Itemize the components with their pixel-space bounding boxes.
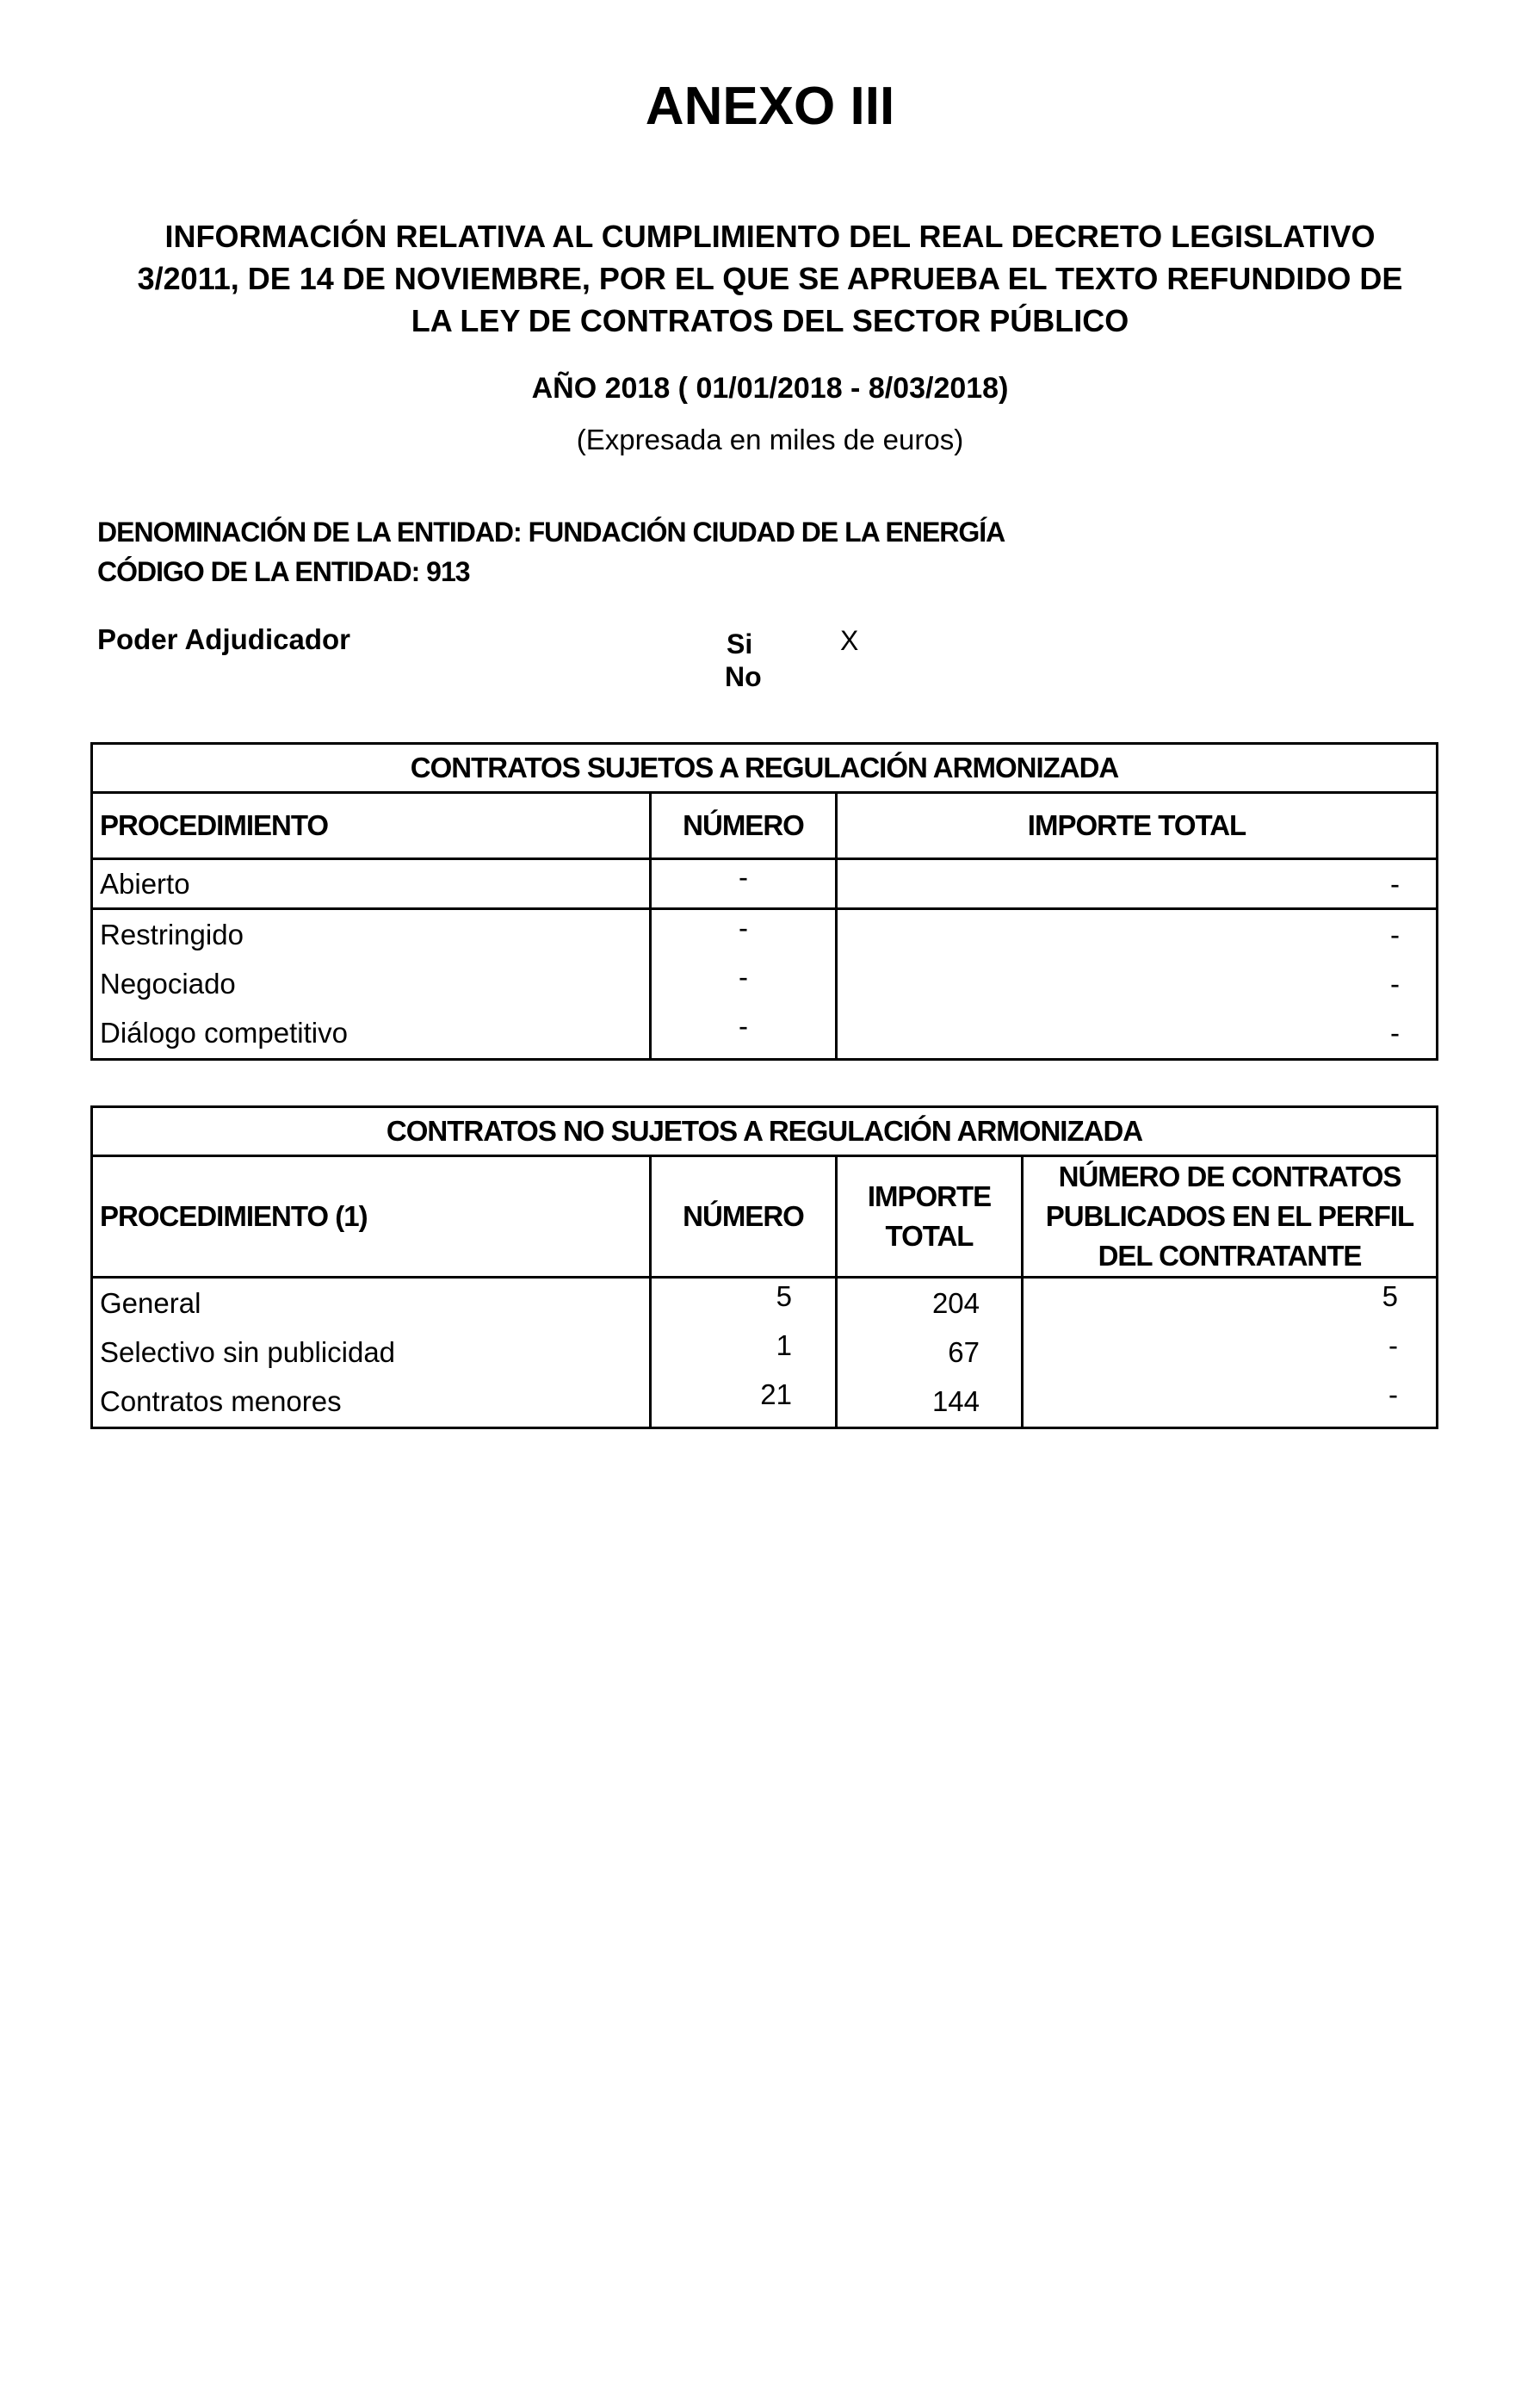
table-contratos-sujetos: [90, 742, 1438, 1061]
table-contratos-no-sujetos: [90, 1105, 1438, 1429]
cell-numero: 21: [760, 1378, 792, 1410]
cell-importe: -: [837, 909, 1438, 960]
table-row: [92, 909, 1438, 960]
cell-importe: -: [837, 1008, 1438, 1060]
cell-publicados: 5: [1382, 1279, 1399, 1312]
header-procedimiento: PROCEDIMIENTO: [92, 793, 651, 859]
cell-procedimiento: General: [100, 1286, 201, 1319]
table-row: [92, 1008, 1438, 1060]
cell-importe: 204: [837, 1278, 1023, 1328]
cell-numero: -: [739, 911, 748, 944]
table-row: [92, 959, 1438, 1008]
cell-numero: -: [739, 860, 748, 893]
header-numero: NÚMERO: [651, 1156, 837, 1278]
document-title: ANEXO III: [645, 77, 895, 136]
table-row: [92, 1328, 1438, 1377]
table-title: CONTRATOS NO SUJETOS A REGULACIÓN ARMONIZADA: [92, 1107, 1438, 1156]
cell-procedimiento: Abierto: [92, 859, 651, 909]
table-row: [92, 1377, 1438, 1428]
heading-line-1: INFORMACIÓN RELATIVA AL CUMPLIMIENTO DEL REAL DECRETO LEGISLATIVO: [164, 219, 1376, 254]
currency-note: (Expresada en miles de euros): [576, 424, 964, 455]
cell-publicados: -: [1388, 1328, 1399, 1361]
cell-numero: 5: [776, 1279, 792, 1312]
cell-importe: -: [837, 959, 1438, 1008]
heading-line-2: 3/2011, DE 14 DE NOVIEMBRE, POR EL QUE SE APRUEBA EL TEXTO REFUNDIDO DE: [137, 261, 1403, 296]
header-importe-total: IMPORTE TOTAL: [837, 1156, 1023, 1278]
cell-importe: -: [837, 859, 1438, 909]
cell-numero: 1: [776, 1328, 792, 1361]
table-row: [92, 1278, 1438, 1328]
cell-procedimiento: Restringido: [100, 918, 244, 950]
cell-procedimiento: Contratos menores: [100, 1385, 342, 1417]
entity-code: CÓDIGO DE LA ENTIDAD: 913: [97, 556, 470, 587]
header-contratos-publicados: NÚMERO DE CONTRATOS PUBLICADOS EN EL PERFIL DEL CONTRATANTE: [1023, 1156, 1438, 1278]
cell-procedimiento: Selectivo sin publicidad: [100, 1335, 396, 1368]
si-label: Si: [727, 628, 753, 659]
no-label: No: [725, 661, 762, 692]
header-procedimiento: PROCEDIMIENTO (1): [92, 1156, 651, 1278]
heading-line-3: LA LEY DE CONTRATOS DEL SECTOR PÚBLICO: [411, 303, 1129, 338]
table-title: CONTRATOS SUJETOS A REGULACIÓN ARMONIZADA: [92, 744, 1438, 793]
cell-importe: 144: [837, 1377, 1023, 1428]
cell-procedimiento: Diálogo competitivo: [100, 1017, 348, 1049]
year-period: AÑO 2018 ( 01/01/2018 - 8/03/2018): [531, 372, 1009, 405]
header-importe-total: IMPORTE TOTAL: [837, 793, 1438, 859]
cell-importe: 67: [837, 1328, 1023, 1377]
table-row: [92, 859, 1438, 909]
si-check-mark: X: [840, 625, 859, 656]
cell-numero: -: [739, 960, 748, 993]
poder-adjudicador-label: Poder Adjudicador: [97, 623, 350, 655]
header-numero: NÚMERO: [651, 793, 837, 859]
entity-name: DENOMINACIÓN DE LA ENTIDAD: FUNDACIÓN CIUDAD DE LA ENERGÍA: [97, 517, 1005, 548]
cell-publicados: -: [1388, 1378, 1399, 1410]
cell-numero: -: [739, 1010, 748, 1042]
cell-procedimiento: Negociado: [100, 967, 236, 1000]
